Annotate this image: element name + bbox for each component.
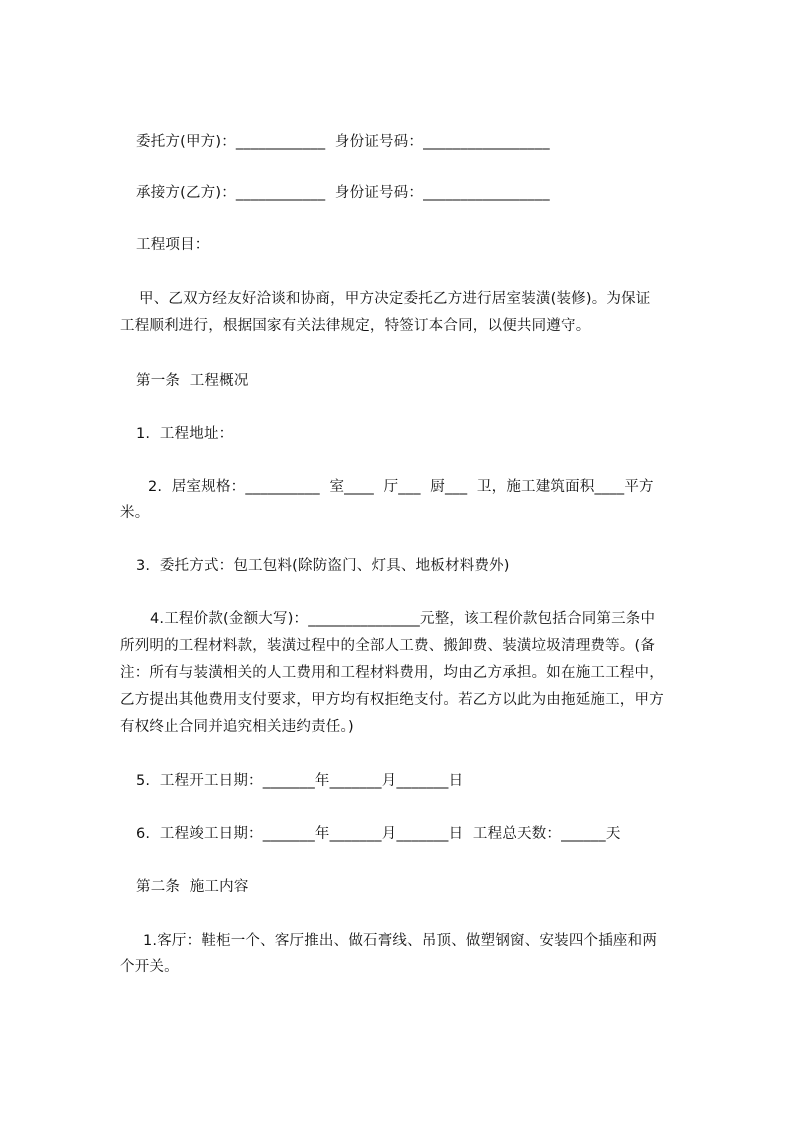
party-a-line: 委托方(甲方)：____________ 身份证号码：_________________ xyxy=(136,134,550,150)
content-living-room: 1.客厅：鞋柜一个、客厅推出、做石膏线、吊顶、做塑钢窗、安装四个插座和两 xyxy=(143,933,658,949)
item-end-date: 6. 工程竣工日期：_______年_______月_______日 工程总天数：______天 xyxy=(136,826,621,842)
item-price-cont: 所列明的工程材料款，装潢过程中的全部人工费、搬卸费、装潢垃圾清理费等。(备 xyxy=(120,638,656,654)
item-room-spec-cont: 米。 xyxy=(120,505,150,521)
item-price-cont: 乙方提出其他费用支付要求，甲方均有权拒绝支付。若乙方以此为由拖延施工，甲方 xyxy=(120,692,664,708)
item-price-cont: 注：所有与装潢相关的人工费用和工程材料费用，均由乙方承担。如在施工工程中， xyxy=(120,665,664,681)
article1-title: 第一条 工程概况 xyxy=(136,373,249,389)
item-price: 4.工程价款(金额大写)：_______________元整，该工程价款包括合同第三条中 xyxy=(150,611,656,627)
project-line: 工程项目： xyxy=(136,237,210,253)
preamble-line: 工程顺利进行，根据国家有关法律规定，特签订本合同，以便共同遵守。 xyxy=(120,318,591,334)
item-price-cont: 有权终止合同并追究相关违约责任。) xyxy=(120,719,354,735)
item-address: 1. 工程地址： xyxy=(136,426,234,442)
item-commission-method: 3. 委托方式：包工包料(除防盗门、灯具、地板材料费外) xyxy=(136,558,510,574)
content-living-room-cont: 个开关。 xyxy=(120,959,179,975)
item-start-date: 5. 工程开工日期：_______年_______月_______日 xyxy=(136,773,464,789)
preamble-line: 甲、乙双方经友好洽谈和协商，甲方决定委托乙方进行居室装潢(装修)。为保证 xyxy=(139,291,651,307)
article2-title: 第二条 施工内容 xyxy=(136,879,249,895)
party-b-line: 承接方(乙方)：____________ 身份证号码：_________________ xyxy=(136,185,550,201)
item-room-spec: 2. 居室规格：__________ 室____ 厅___ 厨___ 卫，施工建筑面积____平方 xyxy=(148,479,654,495)
